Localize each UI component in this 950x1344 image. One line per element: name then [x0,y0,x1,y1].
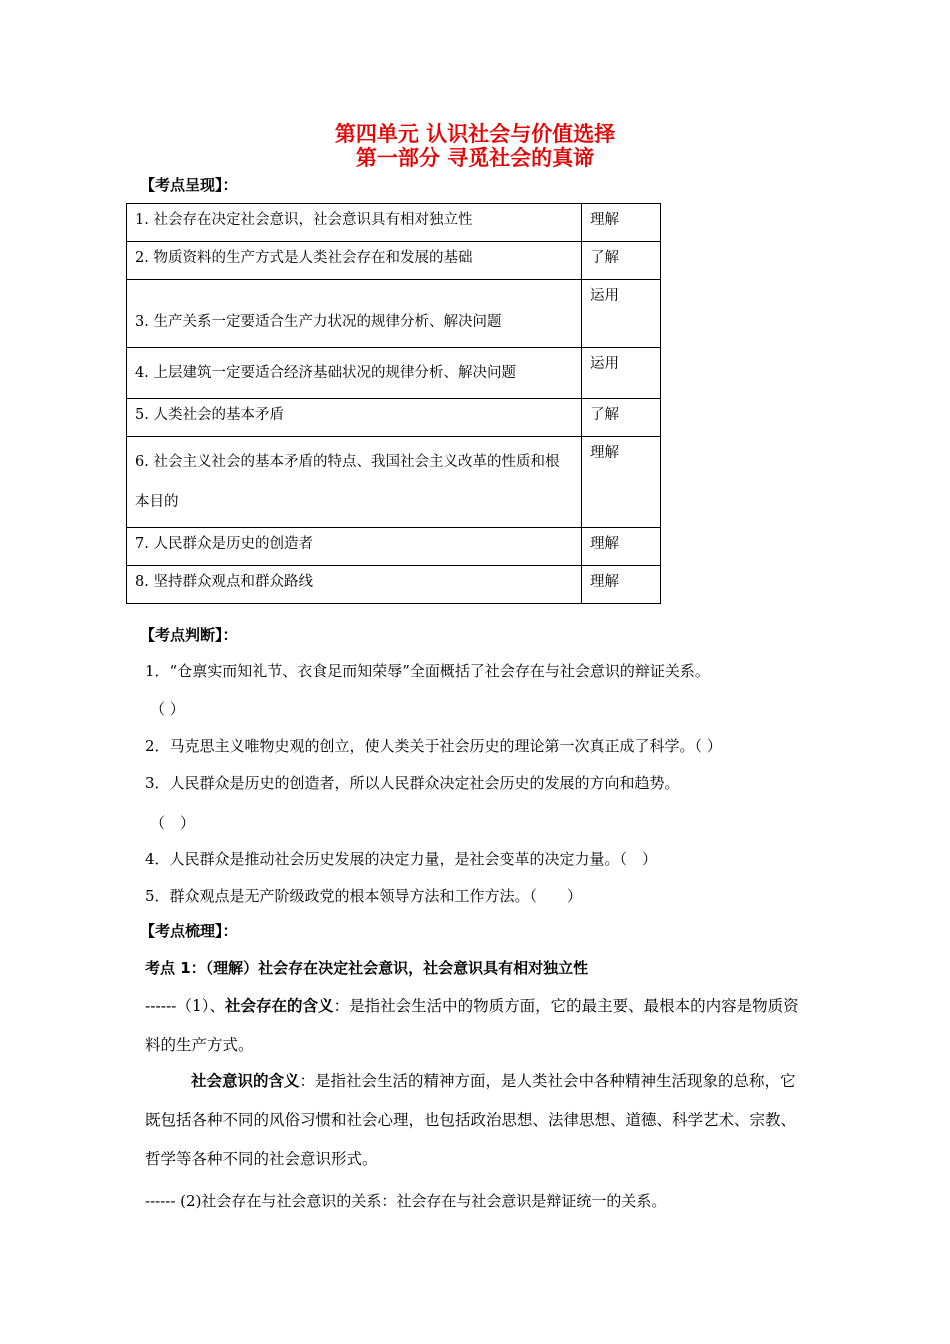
exam-point-item: 7. 人民群众是历史的创造者 [127,528,582,566]
exam-point-item: 5. 人类社会的基本矛盾 [127,399,582,437]
exam-point-item: 6. 社会主义社会的基本矛盾的特点、我国社会主义改革的性质和根本目的 [127,437,582,528]
judge-q5: 5．群众观点是无产阶级政党的根本领导方法和工作方法。（ ） [145,887,583,905]
judge-q3: 3．人民群众是历史的创造者，所以人民群众决定社会历史的发展的方向和趋势。 [145,774,680,792]
title-part: 第一部分 寻觅社会的真谛 [355,146,595,170]
section-judge-heading: 【考点判断】： [140,626,238,644]
table-row [127,280,661,348]
exam-point-level: 了解 [582,399,661,437]
exam-point-level: 理解 [582,204,661,242]
section-sort-heading: 【考点梳理】： [140,922,238,940]
kp1-title: 考点 1：（理解）社会存在决定社会意识，社会意识具有相对独立性 [145,959,589,977]
table-row [127,348,661,399]
exam-points-table [126,203,661,604]
p1-text: ：是指社会生活中的物质方面，它的最主要、最根本的内容是物质资料的生产方式。 [145,997,799,1054]
table-row [127,242,661,280]
exam-point-item: 8. 坚持群众观点和群众路线 [127,566,582,604]
p1-prefix: ------（1）、 [145,997,226,1015]
judge-q1: 1．“仓禀实而知礼节、衣食足而知荣辱”全面概括了社会存在与社会意识的辩证关系。 [145,662,710,680]
exam-point-item: 3. 生产关系一定要适合生产力状况的规律分析、解决问题 [127,280,582,348]
paragraph-social-existence [145,987,810,1065]
exam-point-item: 4. 上层建筑一定要适合经济基础状况的规律分析、解决问题 [127,348,582,399]
exam-point-level: 运用 [582,280,661,348]
judge-q4: 4．人民群众是推动社会历史发展的决定力量，是社会变革的决定力量。（ ） [145,850,658,868]
judge-q3-paren: （ ） [150,814,196,832]
exam-point-level: 运用 [582,348,661,399]
exam-point-level: 理解 [582,566,661,604]
exam-point-item: 2. 物质资料的生产方式是人类社会存在和发展的基础 [127,242,582,280]
table-row [127,204,661,242]
paragraph-social-consciousness [145,1062,810,1179]
section-present-heading: 【考点呈现】： [140,176,238,194]
paragraph-relationship: ------ (2)社会存在与社会意识的关系：社会存在与社会意识是辩证统一的关系。 [145,1192,667,1210]
p1-term: 社会存在的含义 [225,997,334,1015]
table-row [127,528,661,566]
title-unit: 第四单元 认识社会与价值选择 [334,122,616,146]
p2-text: ：是指社会生活的精神方面，是人类社会中各种精神生活现象的总称，它既包括各种不同的风俗习惯和社会心理，也包括政治思想、法律思想、道德、科学艺术、宗教、哲学等各种不同的社会意识形式。 [145,1072,797,1168]
table-row [127,399,661,437]
exam-point-item: 1. 社会存在决定社会意识，社会意识具有相对独立性 [127,204,582,242]
exam-point-level: 理解 [582,528,661,566]
table-row [127,566,661,604]
judge-q1-paren: （ ） [150,700,185,718]
exam-point-level: 理解 [582,437,661,528]
exam-point-level: 了解 [582,242,661,280]
table-row [127,437,661,528]
p2-term: 社会意识的含义 [191,1072,300,1090]
judge-q2: 2．马克思主义唯物史观的创立，使人类关于社会历史的理论第一次真正成了科学。（ ） [145,737,722,755]
